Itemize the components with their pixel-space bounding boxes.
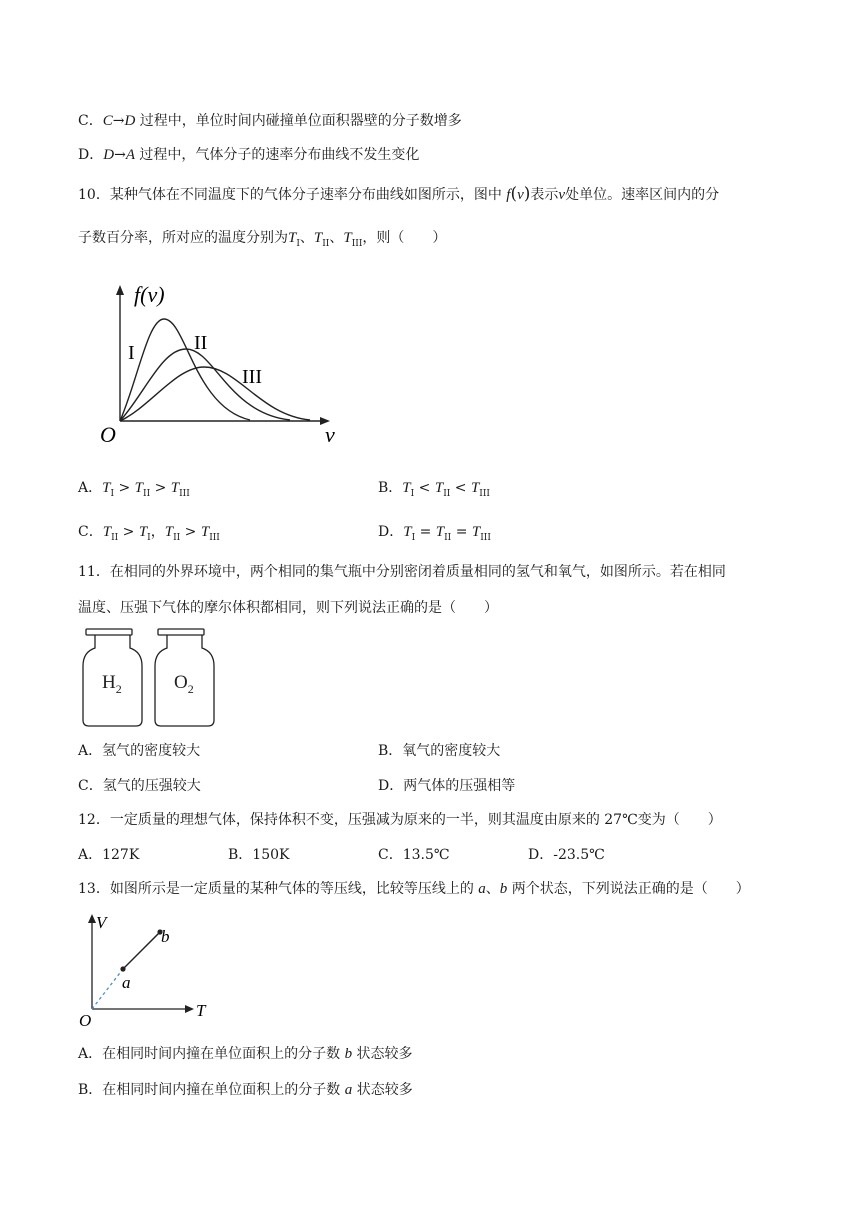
q10-stem-line1: 10．某种气体在不同温度下的气体分子速率分布曲线如图所示，图中 f(v)表示v处单位。速率区间内的分 (78, 184, 720, 204)
point-a (120, 966, 125, 971)
q12-option-b: B．150K (228, 847, 290, 863)
bottle-h2-label: $H_2$ (102, 672, 122, 696)
bottle-o2-cap (158, 629, 204, 635)
x-axis-label: v (325, 422, 335, 447)
y-axis-label: f(v) (134, 282, 165, 307)
point-b-label: b (161, 927, 170, 946)
curve-iii (120, 367, 310, 421)
q12-stem: 12．一定质量的理想气体，保持体积不变，压强减为原来的一半，则其温度由原来的 27℃变为（ ） (78, 812, 722, 828)
speed-distribution-figure (90, 275, 350, 450)
curve-label-ii: II (194, 332, 208, 354)
y-axis-arrow (116, 285, 124, 295)
q11-option-d: D．两气体的压强相等 (378, 778, 516, 794)
q9-option-c: C．C→D 过程中，单位时间内碰撞单位面积器壁的分子数增多 (78, 113, 462, 129)
bottle-h2-cap (86, 629, 132, 635)
q11-stem-line2: 温度、压强下气体的摩尔体积都相同，则下列说法正确的是（ ） (78, 600, 498, 616)
q10-option-b: B．$T_I < T_{II} < T_{III}$ (378, 480, 490, 499)
t-axis-label: T (196, 1001, 206, 1020)
isobar-segment (123, 932, 160, 969)
q11-stem-line1: 11．在相同的外界环境中，两个相同的集气瓶中分别密闭着质量相同的氢气和氧气，如图所示。若在相同 (78, 564, 726, 580)
origin-label: O (100, 422, 116, 447)
v-axis-arrow (88, 914, 96, 923)
q13-option-a: A．在相同时间内撞在单位面积上的分子数 b 状态较多 (78, 1046, 413, 1062)
q10-option-a: A．$T_I > T_{II} > T_{III}$ (78, 480, 190, 499)
q12-option-a: A．127K (78, 847, 140, 863)
q10-option-c: C．$T_{II} > T_I$，$T_{II} > T_{III}$ (78, 524, 220, 543)
q10-stem-line2: 子数百分率，所对应的温度分别为$T_I$、$T_{II}$、$T_{III}$，则（ ） (78, 230, 447, 249)
curve-label-i: I (128, 342, 135, 364)
curve-label-iii: III (242, 366, 262, 388)
q11-option-c: C．氢气的压强较大 (78, 778, 201, 794)
q12-option-c: C．13.5℃ (378, 847, 450, 863)
point-a-label: a (122, 973, 131, 992)
isobar-figure (76, 908, 226, 1028)
gas-bottles-figure (78, 626, 228, 730)
v-axis-label: V (96, 913, 107, 932)
origin-label: O (79, 1011, 92, 1028)
q13-option-b: B．在相同时间内撞在单位面积上的分子数 a 状态较多 (78, 1082, 413, 1098)
curve-i (120, 319, 250, 421)
bottle-o2-label: $O_2$ (174, 672, 194, 696)
extrapolation-line (92, 969, 123, 1009)
q9-option-d: D．D→A 过程中，气体分子的速率分布曲线不发生变化 (78, 147, 420, 163)
t-axis-arrow (185, 1005, 194, 1013)
q10-option-d: D．$T_I = T_{II} = T_{III}$ (378, 524, 491, 543)
q13-stem: 13．如图所示是一定质量的某种气体的等压线，比较等压线上的 a、b 两个状态，下列说法正确的是（ ） (78, 881, 750, 897)
q11-option-b: B．氧气的密度较大 (378, 743, 501, 759)
q12-option-d: D．-23.5℃ (528, 847, 605, 863)
q11-option-a: A．氢气的密度较大 (78, 743, 201, 759)
